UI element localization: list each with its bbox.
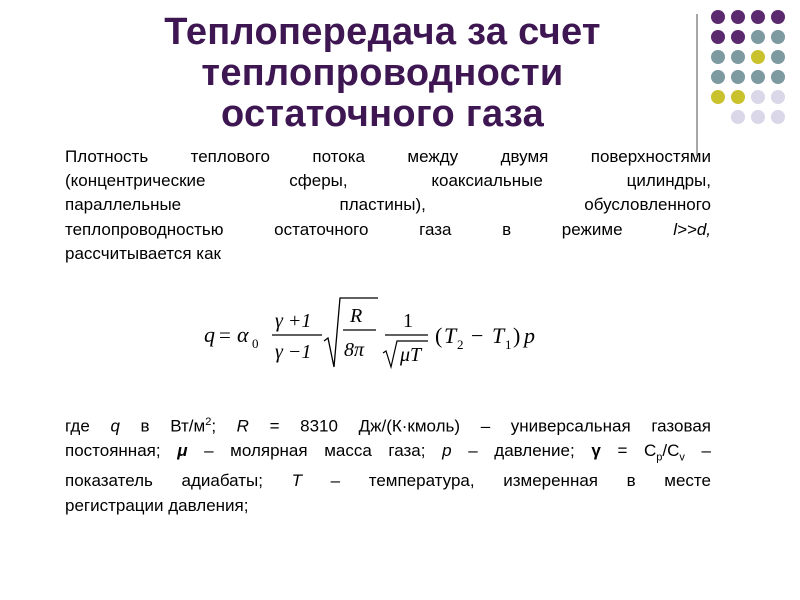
decorative-dot [711,30,725,44]
unit-superscript: 2 [205,416,212,428]
subscript-v: v [679,451,685,464]
intro-line-4 [65,218,711,242]
decorative-dot [711,10,725,24]
where-text: ; [211,416,237,436]
symbol-p: p [442,440,452,460]
frac1-denominator: γ −1 [275,341,312,363]
formula-T1: T [492,323,505,348]
heat-flux-formula [200,293,560,373]
intro-line-2: (концентрические сферы, коаксиальные цилиндры, [65,171,711,191]
decorative-dot [751,110,765,124]
definitions-paragraph [65,410,711,518]
intro-line-4-text: теплопроводностью остаточного газа в режиме [65,219,674,239]
where-line-2 [65,439,711,470]
frac1-numerator: γ +1 [275,310,312,332]
formula-q: q [204,322,215,347]
formula-alpha: α [237,322,249,347]
formula-T2-sub: 2 [457,337,464,352]
where-text: = 8310 Дж/(К·кмоль) – универсальная газовая [248,416,711,436]
decorative-dot [771,90,785,104]
title-line-2: теплопроводности [201,52,564,94]
decorative-dot [751,30,765,44]
decorative-dot [711,90,725,104]
symbol-mu: μ [177,440,188,460]
decorative-dot [731,90,745,104]
decorative-dot [731,30,745,44]
sqrt1-numerator: R [350,305,363,327]
subscript-p: p [656,451,663,464]
frac2-numerator: 1 [403,310,413,332]
where-text: – [684,440,711,460]
decorative-dot [731,50,745,64]
decorative-dot [771,70,785,84]
symbol-q: q [110,416,120,436]
symbol-R: R [236,416,249,436]
intro-regime: l>>d, [673,219,711,239]
where-text: – температура, измеренная в месте [302,471,711,491]
decorative-dot [731,110,745,124]
intro-line-1: Плотность теплового потока между двумя поверхностями [65,147,711,166]
where-line-3 [65,469,711,493]
decorative-dot [751,90,765,104]
title-line-1: Теплопередача за счет [164,11,601,53]
decorative-dot [711,70,725,84]
paren-open: ( [435,323,443,348]
sqrt1-denominator: 8π [344,339,365,361]
formula-T1-sub: 1 [505,337,512,352]
where-text: показатель адиабаты; [65,471,292,491]
frac2-denominator: μT [400,344,422,366]
formula-minus: − [471,323,484,348]
decorative-dot [771,50,785,64]
decorative-dot [711,50,725,64]
where-line-4: регистрации давления; [65,495,249,515]
intro-line-5: рассчитывается как [65,243,221,263]
decorative-dot [771,10,785,24]
where-text: в Вт/м [119,416,206,436]
paren-close: ) [513,323,521,348]
decorative-dot [731,70,745,84]
decorative-dot [751,70,765,84]
where-text: постоянная; [65,440,178,460]
intro-paragraph [65,145,711,266]
decorative-dot [771,110,785,124]
formula-equals: = [219,323,231,347]
decorative-dot [751,50,765,64]
formula-p: p [524,323,535,348]
decorative-dot [731,10,745,24]
formula-alpha-sub: 0 [252,336,259,351]
slide-title [95,12,670,135]
symbol-gamma: γ [591,440,601,460]
where-text: – молярная масса газа; [187,440,443,460]
symbol-T: T [291,471,303,491]
where-text: где [65,416,111,436]
decorative-dot [771,30,785,44]
title-line-3: остаточного газа [220,93,545,135]
intro-line-3: параллельные пластины), обусловленного [65,195,711,215]
where-text: /C [662,440,680,460]
decorative-dot [751,10,765,24]
formula-T2: T [444,323,457,348]
where-text: = C [600,440,657,460]
decorative-divider [696,14,698,156]
where-text: – давление; [451,440,592,460]
where-line-1 [65,410,711,439]
